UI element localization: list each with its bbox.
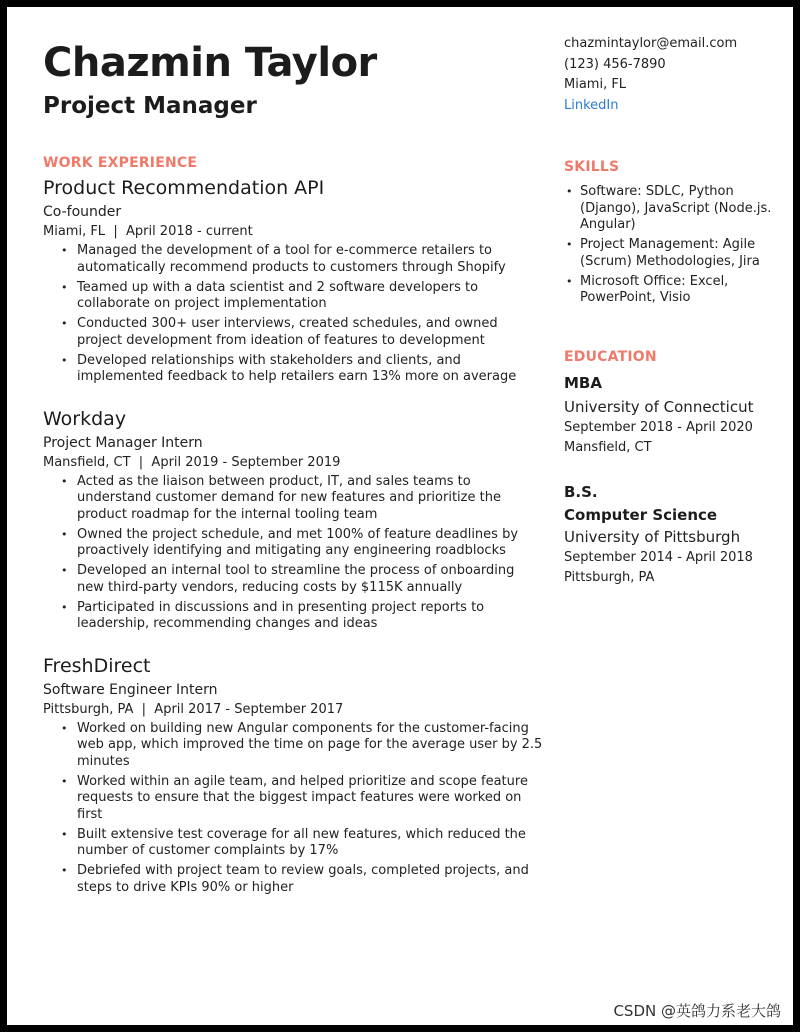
list-item: • Managed the development of a tool for e-commerce retailers to automatically recommend products to customers through Shopify bbox=[77, 243, 543, 276]
list-item: • Developed an internal tool to streamline the process of onboarding new third-party vendors, reducing costs by $115K annually bbox=[77, 563, 543, 596]
list-item: • Conducted 300+ user interviews, created schedules, and owned project development from ideation of features to development bbox=[77, 316, 543, 349]
list-item: • Owned the project schedule, and met 100% of feature deadlines by proactively identifying and mitigating any engineering roadblocks bbox=[77, 527, 543, 560]
job-entry bbox=[43, 176, 543, 386]
work-experience-heading: WORK EXPERIENCE bbox=[43, 155, 198, 171]
list-item: • Software: SDLC, Python (Django), JavaScript (Node.js. Angular) bbox=[580, 184, 779, 234]
contact-info bbox=[564, 34, 779, 116]
school-name: University of Pittsburgh bbox=[564, 528, 741, 546]
side-column bbox=[564, 37, 779, 588]
watermark-text: CSDN @英鸽力系老大鸽 bbox=[613, 1002, 781, 1020]
job-company: Product Recommendation API bbox=[43, 177, 325, 199]
skills-heading: SKILLS bbox=[564, 159, 620, 175]
education-heading: EDUCATION bbox=[564, 349, 657, 365]
list-item: • Teamed up with a data scientist and 2 software developers to collaborate on project implementation bbox=[77, 280, 543, 313]
education-dates: September 2018 - April 2020 bbox=[564, 420, 753, 435]
education-dates: September 2014 - April 2018 bbox=[564, 550, 753, 565]
degree-field: Computer Science bbox=[564, 506, 718, 524]
skills-list bbox=[564, 184, 779, 307]
list-item: • Participated in discussions and in presenting project reports to leadership, recommending changes and ideas bbox=[77, 600, 543, 633]
list-item: • Worked on building new Angular components for the customer-facing web app, which improved the time on page for the average user by 2.5 minutes bbox=[77, 721, 543, 771]
job-location-dates: Pittsburgh, PA | April 2017 - September 2017 bbox=[43, 701, 344, 717]
list-item: • Acted as the liaison between product, IT, and sales teams to understand customer demand for new features and prioritize the product roadmap for the internal tooling team bbox=[77, 474, 543, 524]
job-entry bbox=[43, 654, 543, 897]
phone-text: (123) 456-7890 bbox=[564, 56, 666, 72]
job-bullets bbox=[43, 474, 543, 633]
candidate-title: Project Manager bbox=[43, 93, 257, 119]
main-column bbox=[43, 37, 543, 900]
job-bullets bbox=[43, 243, 543, 386]
list-item: • Built extensive test coverage for all new features, which reduced the number of customer complaints by 17% bbox=[77, 827, 543, 860]
candidate-name: Chazmin Taylor bbox=[43, 40, 377, 86]
education-location: Pittsburgh, PA bbox=[564, 570, 655, 585]
list-item: • Microsoft Office: Excel, PowerPoint, Visio bbox=[580, 274, 779, 307]
degree-name: B.S. bbox=[564, 483, 598, 501]
job-location-dates: Mansfield, CT | April 2019 - September 2019 bbox=[43, 454, 341, 470]
education-entry bbox=[564, 482, 779, 588]
school-name: University of Connecticut bbox=[564, 398, 754, 416]
linkedin-link[interactable]: LinkedIn bbox=[564, 97, 619, 113]
job-role: Software Engineer Intern bbox=[43, 681, 218, 698]
education-entry bbox=[564, 373, 779, 458]
degree-name: MBA bbox=[564, 374, 602, 392]
list-item: • Project Management: Agile (Scrum) Methodologies, Jira bbox=[580, 237, 779, 270]
job-role: Co-founder bbox=[43, 204, 122, 220]
job-bullets bbox=[43, 721, 543, 897]
list-item: • Worked within an agile team, and helped prioritize and scope feature requests to ensure that the biggest impact features were worked on first bbox=[77, 774, 543, 824]
job-location-dates: Miami, FL | April 2018 - current bbox=[43, 224, 253, 239]
list-item: • Developed relationships with stakeholders and clients, and implemented feedback to help retailers earn 13% more on average bbox=[77, 353, 543, 386]
job-role: Project Manager Intern bbox=[43, 434, 203, 451]
education-location: Mansfield, CT bbox=[564, 440, 652, 455]
email-text: chazmintaylor@email.com bbox=[564, 36, 738, 51]
job-company: FreshDirect bbox=[43, 654, 151, 677]
location-text: Miami, FL bbox=[564, 77, 627, 92]
job-company: Workday bbox=[43, 407, 127, 430]
list-item: • Debriefed with project team to review goals, completed projects, and steps to drive KPIs 90% or higher bbox=[77, 863, 543, 896]
job-entry bbox=[43, 407, 543, 633]
resume-page bbox=[7, 7, 793, 1025]
